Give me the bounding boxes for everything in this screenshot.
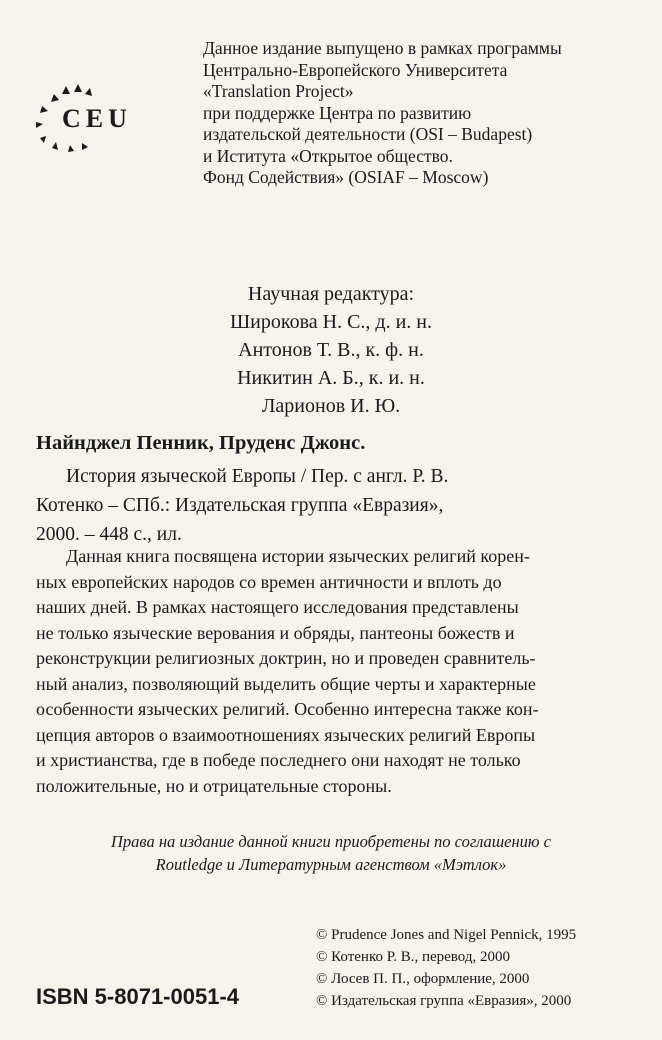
rights-note xyxy=(0,830,662,876)
program-note-line: Центрально-Европейского Университета xyxy=(203,59,508,80)
copyright-line: © Лосев П. П., оформление, 2000 xyxy=(316,971,530,987)
annotation-line: ных европейских народов со времен античности и вплоть до xyxy=(36,571,502,592)
annotation-line: не только языческие верования и обряды, пантеоны божеств и xyxy=(36,622,515,643)
annotation-line: реконструкции религиозных доктрин, но и проведен сравнитель- xyxy=(36,648,536,668)
annotation-line: положительные, но и отрицательные стороны. xyxy=(36,775,392,796)
reference-line: История языческой Европы / Пер. с англ. Р. В. xyxy=(66,466,449,487)
copyright-line: © Издательская группа «Евразия», 2000 xyxy=(316,993,572,1009)
program-note-line: при поддержке Центра по развитию xyxy=(203,102,472,123)
annotation-line: особенности языческих религий. Особенно интересна также кон- xyxy=(36,699,539,719)
rights-line: Права на издание данной книги приобретены по соглашению с xyxy=(110,832,552,851)
program-note xyxy=(203,38,643,189)
isbn: ISBN 5-8071-0051-4 xyxy=(36,984,240,1009)
annotation-line: и христианства, где в победе последнего они находят не только xyxy=(36,750,521,770)
annotation-line: цепция авторов о взаимоотношениях языческих религий Европы xyxy=(36,724,536,745)
copyright-line: © Котенко Р. В., перевод, 2000 xyxy=(316,949,510,965)
bibliographic-reference xyxy=(36,462,620,549)
copyright-line: © Prudence Jones and Nigel Pennick, 1995 xyxy=(316,927,577,943)
annotation-line: наших дней. В рамках настоящего исследования представлены xyxy=(36,597,519,617)
editor-name: Никитин А. Б., к. и. н. xyxy=(237,367,425,389)
reference-line: Котенко – СПб.: Издательская группа «Евразия», xyxy=(36,495,444,516)
annotation xyxy=(36,544,620,799)
program-note-line: и Иститута «Открытое общество. xyxy=(203,145,453,166)
editor-name: Ларионов И. Ю. xyxy=(261,395,401,417)
editors-heading: Научная редактура: xyxy=(247,283,415,305)
ceu-logo-text: CEU xyxy=(62,104,132,133)
program-note-line: издательской деятельности (OSI – Budapest) xyxy=(203,124,533,144)
program-note-line: Фонд Содействия» (OSIAF – Moscow) xyxy=(203,167,489,187)
program-note-line: «Translation Project» xyxy=(203,81,354,101)
annotation-line: ный анализ, позволяющий выделить общие черты и характерные xyxy=(36,673,536,694)
program-note-line: Данное издание выпущено в рамках программы xyxy=(203,38,562,58)
editor-name: Антонов Т. В., к. ф. н. xyxy=(238,339,424,361)
book-authors: Найнджел Пенник, Пруденс Джонс. xyxy=(36,432,366,454)
rights-line: Routledge и Литературным агенством «Мэтлок» xyxy=(155,855,507,874)
annotation-line: Данная книга посвящена истории языческих религий корен- xyxy=(66,546,530,566)
editor-name: Широкова Н. С., д. и. н. xyxy=(229,311,432,333)
copyright-block xyxy=(316,924,576,1012)
scientific-editors xyxy=(0,280,662,420)
reference-line: 2000. – 448 с., ил. xyxy=(36,524,182,545)
